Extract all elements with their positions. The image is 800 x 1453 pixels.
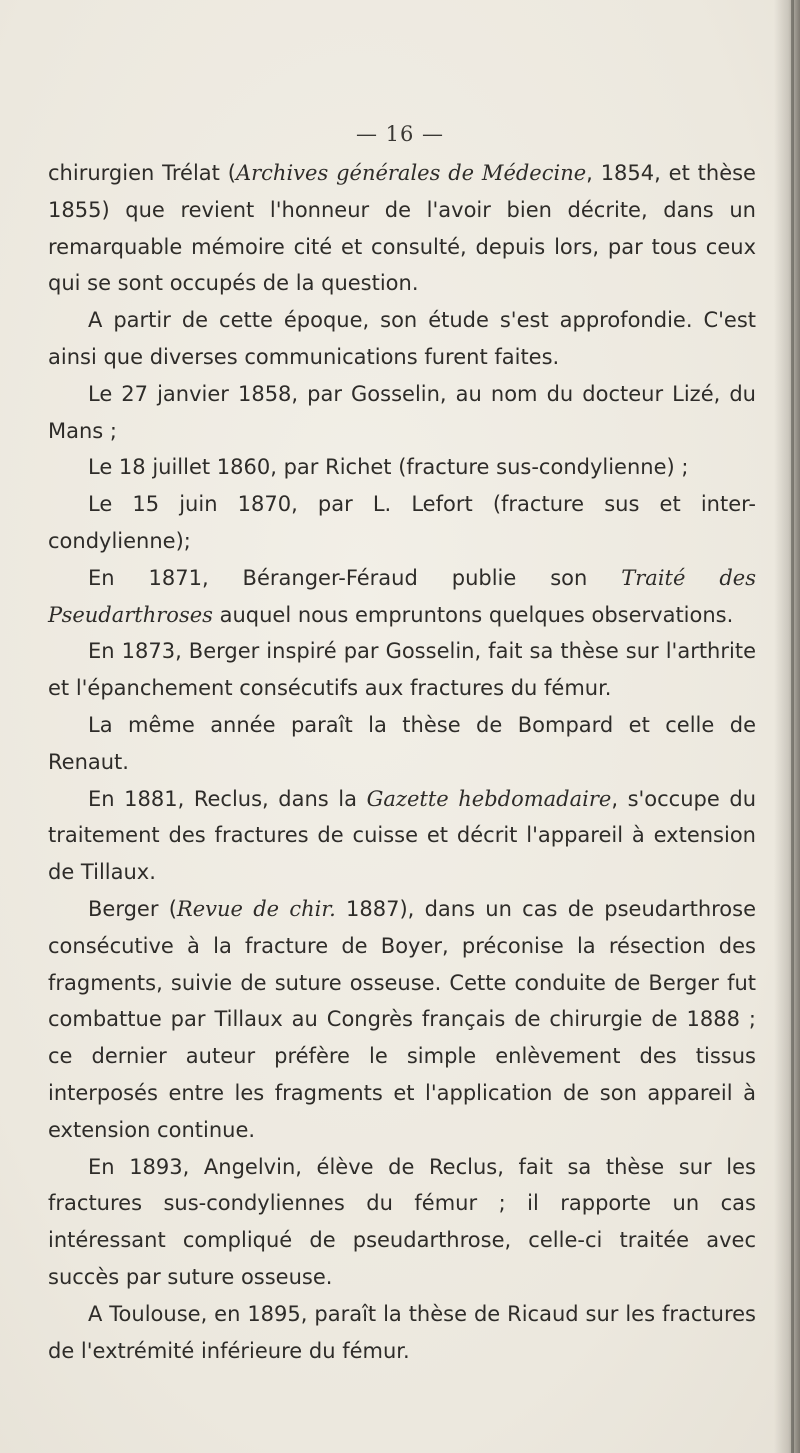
- paragraph: [48, 486, 756, 560]
- paragraph: [48, 449, 756, 486]
- italic-title: Traité des Pseudarthroses: [48, 565, 756, 627]
- paragraph: [48, 781, 756, 891]
- text-run: chirurgien Trélat (: [48, 161, 236, 185]
- page-number: — 16 —: [355, 122, 445, 146]
- paragraph: [48, 302, 756, 376]
- text-run: En 1893, Angelvin, élève de Reclus, fait sa thèse sur les fractures sus-condyliennes du fémur ; il rapporte un cas intéressant compliqué de pseudarthrose, celle-ci traitée avec succès par suture osseuse.: [48, 1154, 756, 1289]
- text-run: En 1871, Béranger-Féraud publie son: [88, 565, 622, 590]
- page-edge-shadow: [774, 0, 800, 1453]
- text-run: Le 18 juillet 1860, par Richet (fracture sus-condylienne) ;: [88, 455, 689, 480]
- paragraph: [48, 155, 756, 302]
- italic-title: Archives générales de Médecine: [235, 161, 587, 185]
- paragraph: [48, 560, 756, 634]
- text-run: En 1881, Reclus, dans la: [88, 786, 367, 811]
- paragraph: [48, 891, 756, 1149]
- text-run: 1887), dans un cas de pseudarthrose consécutive à la fracture de Boyer, préconise la résection des fragments, suivie de suture osseuse. Cette conduite de Berger fut combattue par Tillaux au Congrès français de chirurgie de 1888 ; ce dernier auteur préfère le simple enlèvement des tissus interposés entre les fragments et l'application de son appareil à extension continue.: [48, 896, 757, 1142]
- text-run: La même année paraît la thèse de Bompard et celle de Renaut.: [48, 712, 756, 774]
- italic-title: Revue de chir.: [176, 896, 336, 921]
- text-run: , s'occupe du traitement des fractures de cuisse et décrit l'appareil à extension de Tillaux.: [48, 786, 756, 885]
- text-run: Le 15 juin 1870, par L. Lefort (fracture sus et inter-condylienne);: [48, 492, 756, 553]
- text-run: Le 27 janvier 1858, par Gosselin, au nom du docteur Lizé, du Mans ;: [48, 381, 756, 443]
- text-run: A partir de cette époque, son étude s'est approfondie. C'est ainsi que diverses communications furent faites.: [48, 308, 756, 369]
- body-text: [48, 155, 756, 1369]
- binding-edge: [791, 0, 794, 1453]
- paragraph: [48, 633, 756, 707]
- text-run: Berger (: [88, 896, 177, 921]
- text-run: auquel nous empruntons quelques observations.: [212, 602, 734, 627]
- text-run: En 1873, Berger inspiré par Gosselin, fait sa thèse sur l'arthrite et l'épanchement consécutifs aux fractures du fémur.: [48, 639, 756, 701]
- italic-title: Gazette hebdomadaire: [366, 786, 612, 811]
- text-run: A Toulouse, en 1895, paraît la thèse de Ricaud sur les fractures de l'extrémité inférieure du fémur.: [48, 1301, 756, 1363]
- paragraph: [48, 1296, 756, 1370]
- paragraph: [48, 1149, 756, 1296]
- paragraph: [48, 376, 756, 450]
- text-run: , 1854, et thèse 1855) que revient l'honneur de l'avoir bien décrite, dans un remarquable mémoire cité et consulté, depuis lors, par tous ceux qui se sont occupés de la question.: [48, 161, 756, 296]
- paragraph: [48, 707, 756, 781]
